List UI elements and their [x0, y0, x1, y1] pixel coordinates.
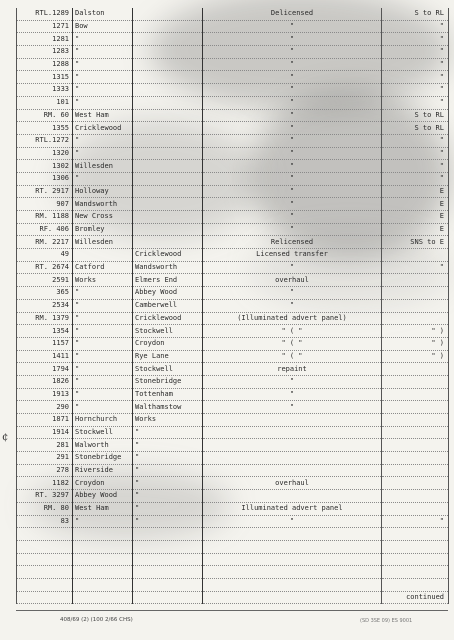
ledger-row: [17, 198, 449, 211]
event-cell: [203, 591, 382, 604]
note-cell: ": [382, 172, 449, 185]
event-cell: ": [203, 122, 382, 135]
note-cell: [382, 502, 449, 515]
from-garage-cell: Willesden: [73, 236, 133, 249]
note-cell: [382, 566, 449, 579]
note-cell: S to RL: [382, 8, 449, 20]
event-cell: " ( ": [203, 337, 382, 350]
to-garage-cell: [133, 198, 203, 211]
to-garage-cell: [133, 540, 203, 553]
event-cell: [203, 464, 382, 477]
event-cell: ": [203, 147, 382, 160]
note-cell: [382, 464, 449, 477]
note-cell: " ): [382, 350, 449, 363]
ledger-row: [17, 71, 449, 84]
note-cell: [382, 312, 449, 325]
event-cell: ": [203, 46, 382, 59]
event-cell: [203, 414, 382, 427]
from-garage-cell: Stockwell: [73, 426, 133, 439]
ledger-row: [17, 211, 449, 224]
fleet-number-cell: [17, 578, 73, 591]
ledger-row: [17, 299, 449, 312]
from-garage-cell: ": [73, 96, 133, 109]
note-cell: continued: [382, 591, 449, 604]
event-cell: repaint: [203, 363, 382, 376]
event-cell: ": [203, 299, 382, 312]
to-garage-cell: Stonebridge: [133, 375, 203, 388]
note-cell: " ): [382, 337, 449, 350]
to-garage-cell: Stockwell: [133, 325, 203, 338]
note-cell: [382, 363, 449, 376]
from-garage-cell: Walworth: [73, 439, 133, 452]
fleet-number-cell: 365: [17, 287, 73, 300]
fleet-number-cell: [17, 553, 73, 566]
to-garage-cell: ": [133, 439, 203, 452]
from-garage-cell: Stonebridge: [73, 452, 133, 465]
to-garage-cell: Camberwell: [133, 299, 203, 312]
vehicle-movement-ledger: [16, 8, 449, 604]
fleet-number-cell: 2591: [17, 274, 73, 287]
ledger-row: [17, 261, 449, 274]
event-cell: overhaul: [203, 274, 382, 287]
note-cell: ": [382, 20, 449, 33]
fleet-number-cell: 101: [17, 96, 73, 109]
to-garage-cell: [133, 134, 203, 147]
fleet-number-cell: [17, 528, 73, 541]
from-garage-cell: ": [73, 299, 133, 312]
to-garage-cell: ": [133, 515, 203, 528]
fleet-number-cell: 291: [17, 452, 73, 465]
to-garage-cell: Tottenham: [133, 388, 203, 401]
note-cell: ": [382, 33, 449, 46]
fleet-number-cell: RTL.1272: [17, 134, 73, 147]
to-garage-cell: [133, 71, 203, 84]
ledger-row: [17, 122, 449, 135]
note-cell: [382, 490, 449, 503]
from-garage-cell: [73, 540, 133, 553]
to-garage-cell: [133, 33, 203, 46]
from-garage-cell: [73, 578, 133, 591]
event-cell: ": [203, 198, 382, 211]
ledger-row: [17, 223, 449, 236]
fleet-number-cell: 1794: [17, 363, 73, 376]
to-garage-cell: ": [133, 477, 203, 490]
event-cell: Delicensed: [203, 8, 382, 20]
event-cell: ": [203, 134, 382, 147]
event-cell: ": [203, 287, 382, 300]
fleet-number-cell: 1182: [17, 477, 73, 490]
ledger-row: [17, 401, 449, 414]
event-cell: [203, 578, 382, 591]
event-cell: Licensed transfer: [203, 249, 382, 262]
to-garage-cell: [133, 591, 203, 604]
from-garage-cell: ": [73, 401, 133, 414]
to-garage-cell: Cricklewood: [133, 249, 203, 262]
to-garage-cell: [133, 46, 203, 59]
to-garage-cell: Works: [133, 414, 203, 427]
ledger-row: [17, 363, 449, 376]
event-cell: ": [203, 375, 382, 388]
ledger-row: [17, 249, 449, 262]
to-garage-cell: [133, 122, 203, 135]
from-garage-cell: Willesden: [73, 160, 133, 173]
fleet-number-cell: 83: [17, 515, 73, 528]
from-garage-cell: Bow: [73, 20, 133, 33]
to-garage-cell: Stockwell: [133, 363, 203, 376]
event-cell: " ( ": [203, 350, 382, 363]
note-cell: [382, 439, 449, 452]
from-garage-cell: ": [73, 337, 133, 350]
note-cell: E: [382, 185, 449, 198]
event-cell: Relicensed: [203, 236, 382, 249]
note-cell: [382, 477, 449, 490]
to-garage-cell: [133, 160, 203, 173]
event-cell: ": [203, 71, 382, 84]
from-garage-cell: ": [73, 58, 133, 71]
to-garage-cell: Elmers End: [133, 274, 203, 287]
fleet-number-cell: 1354: [17, 325, 73, 338]
ledger-row: [17, 172, 449, 185]
note-cell: ": [382, 134, 449, 147]
to-garage-cell: [133, 566, 203, 579]
ledger-row: [17, 388, 449, 401]
from-garage-cell: ": [73, 312, 133, 325]
from-garage-cell: West Ham: [73, 109, 133, 122]
from-garage-cell: Wandsworth: [73, 198, 133, 211]
to-garage-cell: [133, 578, 203, 591]
from-garage-cell: New Cross: [73, 211, 133, 224]
fleet-number-cell: 1288: [17, 58, 73, 71]
from-garage-cell: Hornchurch: [73, 414, 133, 427]
note-cell: S to RL: [382, 122, 449, 135]
ledger-row: [17, 33, 449, 46]
event-cell: [203, 426, 382, 439]
ledger-row: [17, 160, 449, 173]
note-cell: ": [382, 71, 449, 84]
to-garage-cell: [133, 8, 203, 20]
ledger-row: [17, 96, 449, 109]
ledger-row: [17, 439, 449, 452]
event-cell: [203, 490, 382, 503]
from-garage-cell: ": [73, 375, 133, 388]
event-cell: ": [203, 515, 382, 528]
ledger-row: [17, 134, 449, 147]
ledger-row: [17, 477, 449, 490]
fleet-number-cell: 49: [17, 249, 73, 262]
fleet-number-cell: 1355: [17, 122, 73, 135]
from-garage-cell: Croydon: [73, 477, 133, 490]
ledger-row: [17, 540, 449, 553]
from-garage-cell: [73, 249, 133, 262]
ledger-row: [17, 58, 449, 71]
fleet-number-cell: RM. 1188: [17, 211, 73, 224]
note-cell: [382, 540, 449, 553]
event-cell: ": [203, 33, 382, 46]
ledger-row: [17, 414, 449, 427]
fleet-number-cell: 1871: [17, 414, 73, 427]
note-cell: ": [382, 58, 449, 71]
event-cell: overhaul: [203, 477, 382, 490]
to-garage-cell: [133, 172, 203, 185]
note-cell: [382, 528, 449, 541]
note-cell: ": [382, 515, 449, 528]
from-garage-cell: ": [73, 350, 133, 363]
bottom-rule: [16, 610, 448, 611]
to-garage-cell: Wandsworth: [133, 261, 203, 274]
from-garage-cell: ": [73, 71, 133, 84]
from-garage-cell: Bromley: [73, 223, 133, 236]
fleet-number-cell: [17, 591, 73, 604]
event-cell: " ( ": [203, 325, 382, 338]
fleet-number-cell: [17, 566, 73, 579]
event-cell: ": [203, 172, 382, 185]
ledger-row: [17, 375, 449, 388]
from-garage-cell: ": [73, 172, 133, 185]
event-cell: ": [203, 401, 382, 414]
event-cell: ": [203, 261, 382, 274]
to-garage-cell: [133, 236, 203, 249]
event-cell: [203, 566, 382, 579]
note-cell: [382, 388, 449, 401]
fleet-number-cell: 1826: [17, 375, 73, 388]
note-cell: [382, 287, 449, 300]
ledger-row: [17, 578, 449, 591]
fleet-number-cell: 1315: [17, 71, 73, 84]
note-cell: [382, 401, 449, 414]
fleet-number-cell: 1333: [17, 84, 73, 97]
ledger-row: [17, 274, 449, 287]
event-cell: ": [203, 223, 382, 236]
to-garage-cell: ": [133, 464, 203, 477]
fleet-number-cell: RT. 2917: [17, 185, 73, 198]
note-cell: E: [382, 198, 449, 211]
event-cell: ": [203, 58, 382, 71]
fleet-number-cell: RM. 80: [17, 502, 73, 515]
ledger-row: [17, 426, 449, 439]
to-garage-cell: [133, 109, 203, 122]
fleet-number-cell: RM. 1379: [17, 312, 73, 325]
ledger-row: [17, 337, 449, 350]
note-cell: [382, 249, 449, 262]
ledger-row: [17, 490, 449, 503]
fleet-number-cell: RT. 2674: [17, 261, 73, 274]
fleet-number-cell: 278: [17, 464, 73, 477]
fleet-number-cell: 1283: [17, 46, 73, 59]
fleet-number-cell: 281: [17, 439, 73, 452]
fleet-number-cell: RTL.1289: [17, 8, 73, 20]
from-garage-cell: ": [73, 33, 133, 46]
note-cell: [382, 375, 449, 388]
from-garage-cell: ": [73, 134, 133, 147]
from-garage-cell: ": [73, 46, 133, 59]
note-cell: ": [382, 84, 449, 97]
fleet-number-cell: 1271: [17, 20, 73, 33]
fleet-number-cell: RM. 60: [17, 109, 73, 122]
from-garage-cell: Works: [73, 274, 133, 287]
from-garage-cell: ": [73, 363, 133, 376]
from-garage-cell: [73, 553, 133, 566]
note-cell: [382, 578, 449, 591]
to-garage-cell: Cricklewood: [133, 312, 203, 325]
fleet-number-cell: 1411: [17, 350, 73, 363]
note-cell: ": [382, 46, 449, 59]
note-cell: " ): [382, 325, 449, 338]
ledger-row: [17, 591, 449, 604]
ledger-row: [17, 20, 449, 33]
event-cell: ": [203, 109, 382, 122]
to-garage-cell: [133, 58, 203, 71]
ledger-row: [17, 553, 449, 566]
faint-form-code: (SD 3SE 09) ES 9001: [360, 618, 413, 624]
fleet-number-cell: [17, 540, 73, 553]
note-cell: E: [382, 211, 449, 224]
fleet-number-cell: 907: [17, 198, 73, 211]
to-garage-cell: ": [133, 502, 203, 515]
to-garage-cell: [133, 223, 203, 236]
event-cell: ": [203, 84, 382, 97]
event-cell: [203, 452, 382, 465]
to-garage-cell: [133, 84, 203, 97]
fleet-number-cell: 290: [17, 401, 73, 414]
ledger-row: [17, 350, 449, 363]
ledger-row: [17, 147, 449, 160]
fleet-number-cell: 1914: [17, 426, 73, 439]
from-garage-cell: Catford: [73, 261, 133, 274]
note-cell: [382, 553, 449, 566]
to-garage-cell: [133, 96, 203, 109]
note-cell: ": [382, 261, 449, 274]
from-garage-cell: Riverside: [73, 464, 133, 477]
to-garage-cell: [133, 185, 203, 198]
note-cell: S to RL: [382, 109, 449, 122]
event-cell: [203, 528, 382, 541]
ledger-row: [17, 515, 449, 528]
ledger-row: [17, 502, 449, 515]
event-cell: [203, 439, 382, 452]
fleet-number-cell: RT. 3297: [17, 490, 73, 503]
fleet-number-cell: RF. 406: [17, 223, 73, 236]
from-garage-cell: Cricklewood: [73, 122, 133, 135]
fleet-number-cell: 1306: [17, 172, 73, 185]
event-cell: Illuminated advert panel: [203, 502, 382, 515]
from-garage-cell: ": [73, 388, 133, 401]
event-cell: ": [203, 20, 382, 33]
event-cell: ": [203, 160, 382, 173]
ledger-row: [17, 109, 449, 122]
from-garage-cell: ": [73, 287, 133, 300]
note-cell: ": [382, 147, 449, 160]
to-garage-cell: ": [133, 426, 203, 439]
note-cell: E: [382, 223, 449, 236]
to-garage-cell: ": [133, 452, 203, 465]
from-garage-cell: Dalston: [73, 8, 133, 20]
fleet-number-cell: 1320: [17, 147, 73, 160]
note-cell: [382, 274, 449, 287]
ledger-row: [17, 287, 449, 300]
ledger-row: [17, 8, 449, 20]
to-garage-cell: [133, 528, 203, 541]
ledger-row: [17, 566, 449, 579]
event-cell: (Illuminated advert panel): [203, 312, 382, 325]
fleet-number-cell: 1281: [17, 33, 73, 46]
to-garage-cell: Abbey Wood: [133, 287, 203, 300]
ledger-row: [17, 236, 449, 249]
to-garage-cell: [133, 20, 203, 33]
ledger-row: [17, 46, 449, 59]
ledger-row: [17, 325, 449, 338]
from-garage-cell: [73, 566, 133, 579]
binding-margin: [0, 0, 16, 600]
to-garage-cell: [133, 147, 203, 160]
from-garage-cell: ": [73, 84, 133, 97]
event-cell: [203, 540, 382, 553]
ledger-row: [17, 528, 449, 541]
from-garage-cell: Holloway: [73, 185, 133, 198]
from-garage-cell: Abbey Wood: [73, 490, 133, 503]
fleet-number-cell: 1157: [17, 337, 73, 350]
note-cell: ": [382, 96, 449, 109]
from-garage-cell: ": [73, 515, 133, 528]
event-cell: ": [203, 185, 382, 198]
fleet-number-cell: 2534: [17, 299, 73, 312]
event-cell: ": [203, 211, 382, 224]
event-cell: ": [203, 388, 382, 401]
note-cell: ": [382, 160, 449, 173]
from-garage-cell: [73, 591, 133, 604]
to-garage-cell: ": [133, 490, 203, 503]
fleet-number-cell: RM. 2217: [17, 236, 73, 249]
to-garage-cell: Croydon: [133, 337, 203, 350]
note-cell: [382, 426, 449, 439]
note-cell: [382, 452, 449, 465]
ledger-row: [17, 464, 449, 477]
from-garage-cell: ": [73, 147, 133, 160]
ledger-row: [17, 84, 449, 97]
ledger-row: [17, 185, 449, 198]
pen-mark: ¢: [2, 432, 9, 443]
fleet-number-cell: 1913: [17, 388, 73, 401]
form-code: 408/69 (2) (100 2/66 CHS): [60, 617, 133, 623]
event-cell: ": [203, 96, 382, 109]
note-cell: SNS to E: [382, 236, 449, 249]
ledger-row: [17, 312, 449, 325]
from-garage-cell: West Ham: [73, 502, 133, 515]
note-cell: [382, 414, 449, 427]
event-cell: [203, 553, 382, 566]
to-garage-cell: Rye Lane: [133, 350, 203, 363]
from-garage-cell: [73, 528, 133, 541]
to-garage-cell: [133, 211, 203, 224]
to-garage-cell: Walthamstow: [133, 401, 203, 414]
to-garage-cell: [133, 553, 203, 566]
note-cell: [382, 299, 449, 312]
ledger-row: [17, 452, 449, 465]
from-garage-cell: ": [73, 325, 133, 338]
fleet-number-cell: 1302: [17, 160, 73, 173]
